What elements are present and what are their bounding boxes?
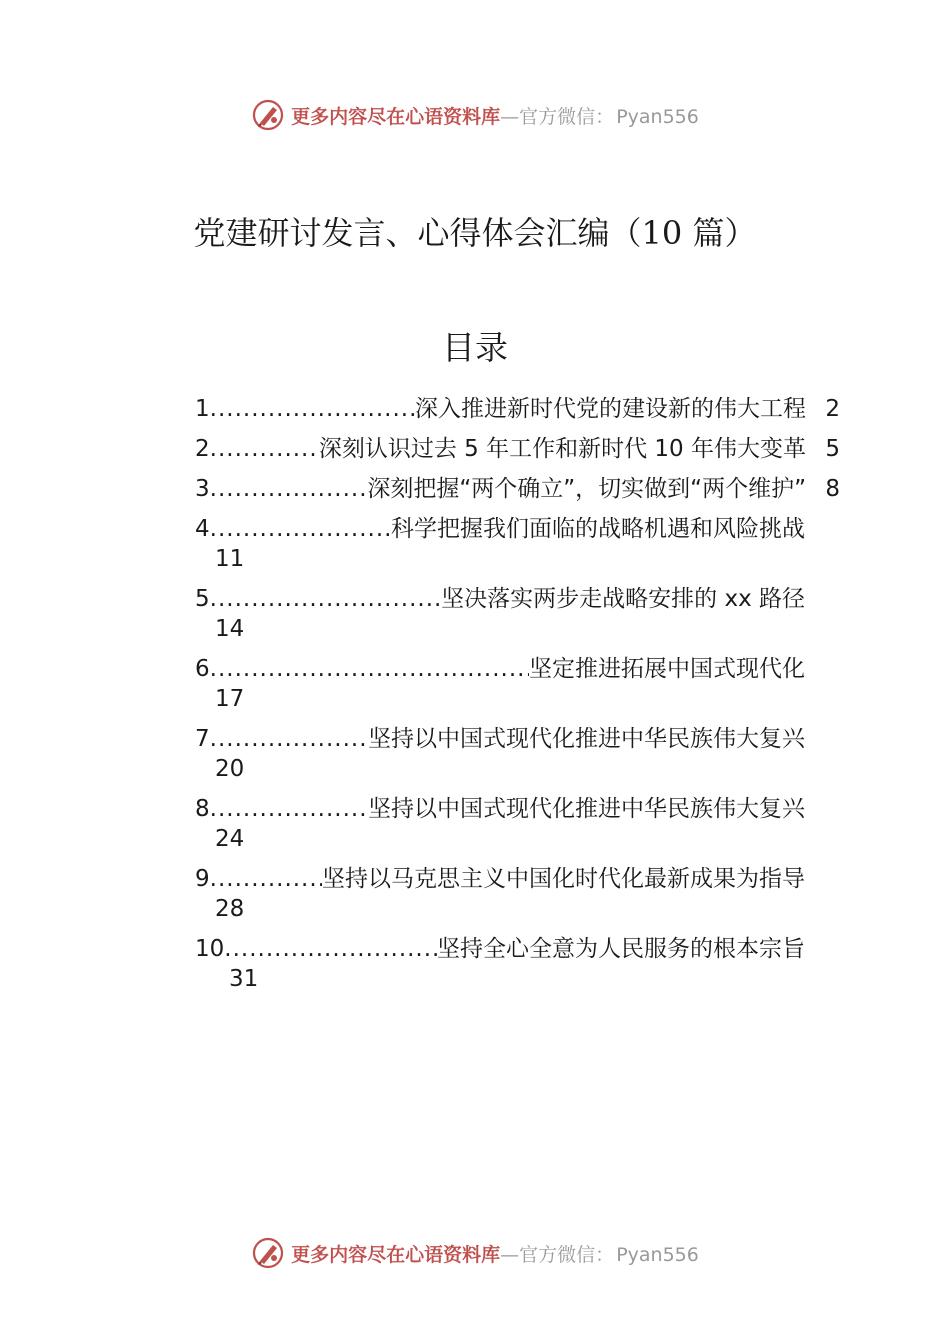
- toc-item-title: 深刻把握“两个确立”，切实做到“两个维护”: [367, 476, 806, 502]
- toc-leader-dots: [210, 394, 415, 424]
- toc-item[interactable]: [195, 514, 840, 574]
- banner-text: 更多内容尽在心语资料库—官方微信： Pyan556: [291, 1243, 699, 1266]
- toc-item-number: 3: [195, 476, 210, 502]
- toc-item-number: 8: [195, 796, 210, 822]
- toc-item-page: 24: [215, 826, 245, 852]
- toc-item-title: 坚持以中国式现代化推进中华民族伟大复兴: [368, 796, 805, 822]
- toc-item-page: 5: [825, 436, 840, 462]
- header-banner: [0, 95, 950, 135]
- toc-item-number: 4: [195, 516, 210, 542]
- toc-item-title: 坚定推进拓展中国式现代化: [529, 656, 805, 682]
- toc-item-page: 2: [825, 396, 840, 422]
- toc-item-title: 坚持以中国式现代化推进中华民族伟大复兴: [368, 726, 805, 752]
- toc-item[interactable]: [195, 934, 840, 994]
- toc-item-number: 1: [195, 396, 210, 422]
- toc-item-page: 8: [825, 476, 840, 502]
- toc-leader-dots: [210, 864, 322, 894]
- toc-leader-dots: [210, 794, 368, 824]
- toc-leader-dots: [210, 584, 442, 614]
- toc-item-page: 17: [215, 686, 245, 712]
- pen-logo-icon: [251, 98, 285, 132]
- toc-item-title: 坚决落实两步走战略安排的 xx 路径: [441, 586, 805, 612]
- toc-leader-dots: [224, 934, 437, 964]
- document-title: 党建研讨发言、心得体会汇编（10 篇）: [193, 214, 757, 252]
- toc-item-title: 科学把握我们面临的战略机遇和风险挑战: [391, 516, 805, 542]
- banner-text: 更多内容尽在心语资料库—官方微信： Pyan556: [291, 105, 699, 128]
- toc-item-number: 2: [195, 436, 210, 462]
- toc-item-number: 9: [195, 866, 210, 892]
- toc-item[interactable]: [195, 864, 840, 924]
- toc-item-title: 坚持全心全意为人民服务的根本宗旨: [437, 936, 805, 962]
- toc-item-page: 14: [215, 616, 245, 642]
- toc-item[interactable]: [195, 794, 840, 854]
- toc-item-number: 7: [195, 726, 210, 752]
- toc-item-number: 5: [195, 586, 210, 612]
- footer-banner: [0, 1233, 950, 1273]
- toc-item-title: 深刻认识过去 5 年工作和新时代 10 年伟大变革: [318, 436, 806, 462]
- toc-item-page: 20: [215, 756, 245, 782]
- toc-item[interactable]: [195, 474, 840, 504]
- toc-item-title: 深入推进新时代党的建设新的伟大工程: [415, 396, 806, 422]
- toc-item[interactable]: [195, 654, 840, 714]
- toc-leader-dots: [210, 474, 368, 504]
- toc-item-page: 28: [215, 896, 245, 922]
- toc-leader-dots: [210, 514, 391, 544]
- toc-item[interactable]: [195, 724, 840, 784]
- toc-item[interactable]: [195, 394, 840, 424]
- toc-leader-dots: [210, 724, 368, 754]
- toc-item-page: 11: [215, 546, 245, 572]
- toc-item[interactable]: [195, 584, 840, 644]
- toc-heading: 目录: [442, 328, 508, 367]
- toc-leader-dots: [210, 654, 529, 684]
- toc-item[interactable]: [195, 434, 840, 464]
- pen-logo-icon: [251, 1236, 285, 1270]
- toc-leader-dots: [210, 434, 319, 464]
- toc-item-page: 31: [229, 966, 259, 992]
- toc-item-number: 10: [195, 936, 225, 962]
- toc-item-title: 坚持以马克思主义中国化时代化最新成果为指导: [322, 866, 805, 892]
- toc-item-number: 6: [195, 656, 210, 682]
